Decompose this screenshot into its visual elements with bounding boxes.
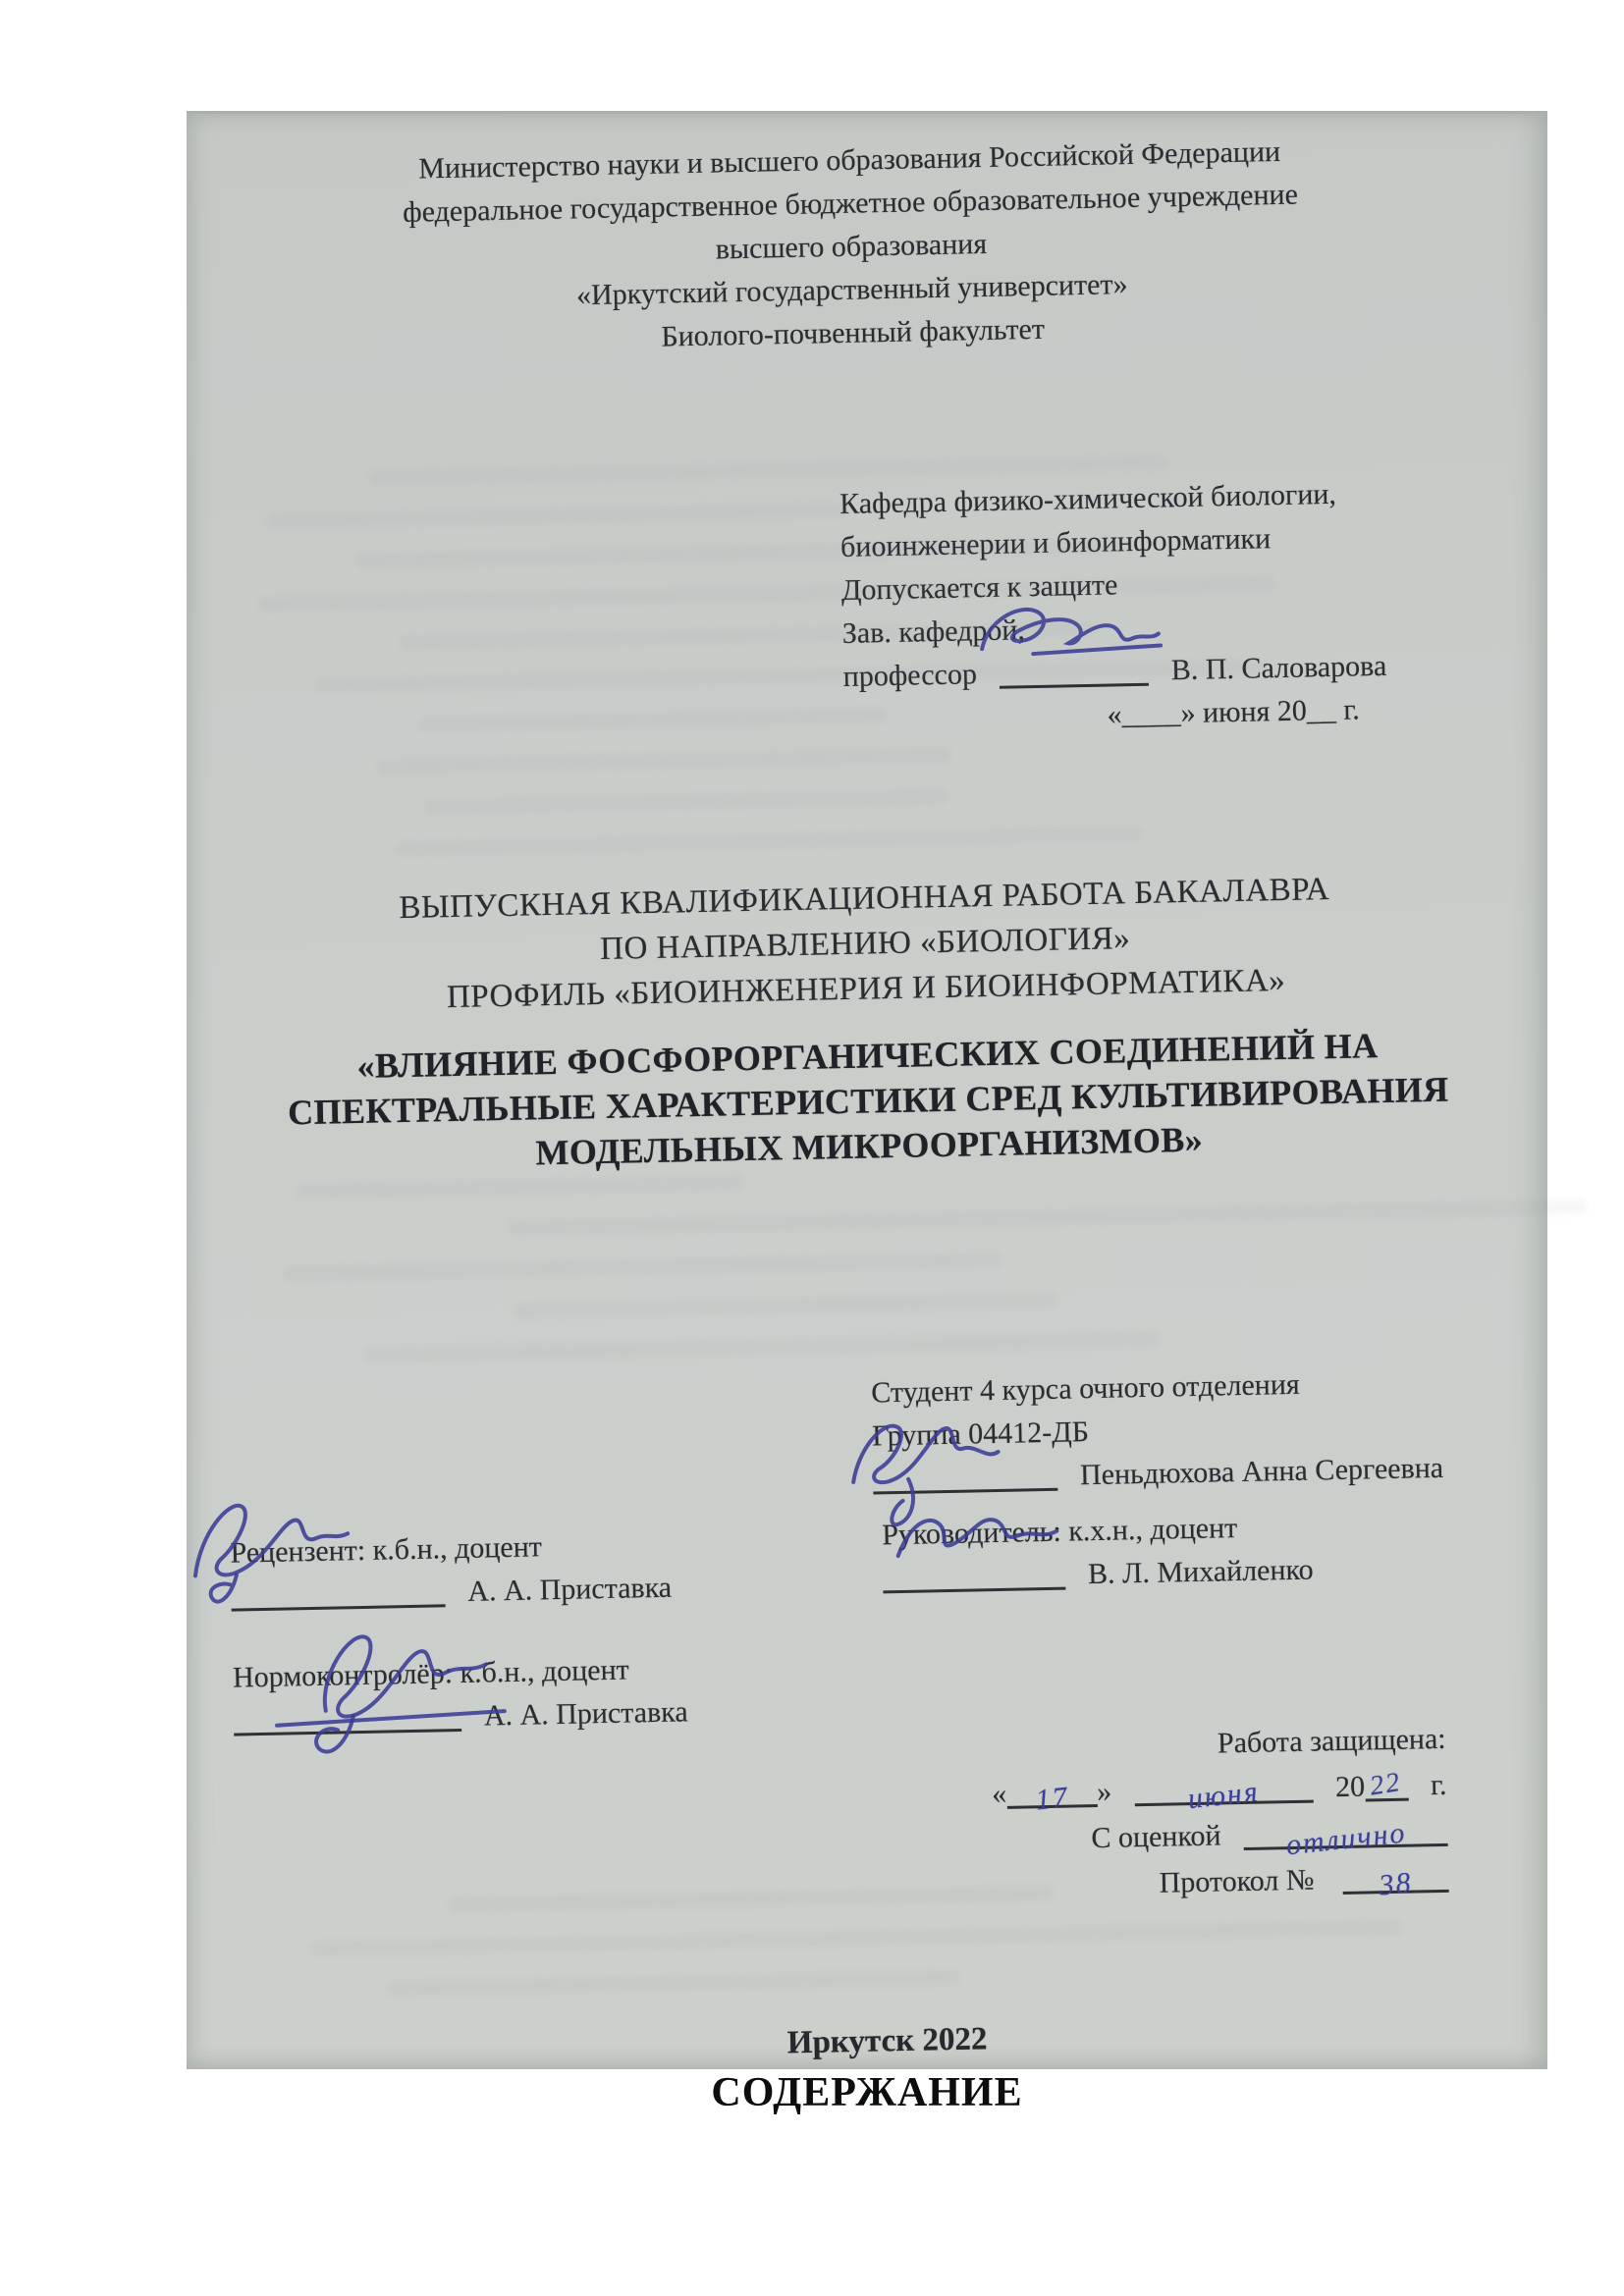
- header-line-education: высшего образования: [715, 227, 988, 266]
- student-signature-blank: [873, 1459, 1058, 1495]
- defense-heading: Работа защищена:: [1217, 1722, 1446, 1760]
- supervisor-title: Руководитель: к.х.н., доцент: [881, 1512, 1238, 1552]
- scan-bleedthrough-artifact: [377, 748, 951, 774]
- head-of-department-line: Зав. кафедрой,: [841, 614, 1026, 650]
- reviewer-title: Рецензент: к.б.н., доцент: [230, 1530, 543, 1570]
- approval-line: Допускается к защите: [840, 568, 1118, 607]
- defense-day-blank: [1006, 1775, 1098, 1817]
- student-name: Пеньдюхова Анна Сергеевна: [1079, 1451, 1444, 1492]
- header-line-university-name: «Иркутский государственный университет»: [575, 268, 1128, 312]
- reviewer-signature-line: [231, 1567, 673, 1619]
- professor-label: профессор: [842, 658, 978, 693]
- student-block: [871, 1361, 1444, 1502]
- scan-bleedthrough-artifact: [283, 1253, 1001, 1282]
- thesis-title-line-1: «ВЛИЯНИЕ ФОСФОРОРГАНИЧЕСКИХ СОЕДИНЕНИЙ НА: [356, 1026, 1379, 1086]
- defense-year-handwritten: 22: [1367, 1766, 1404, 1802]
- grade-blank: [1243, 1814, 1448, 1862]
- department-line-2: биоинженерии и биоинформатики: [839, 522, 1272, 563]
- scan-bleedthrough-artifact: [514, 1293, 1056, 1318]
- city-year: Иркутск 2022: [786, 2021, 988, 2061]
- defense-year-suffix: г.: [1430, 1768, 1447, 1802]
- header-line-institution: федеральное государственное бюджетное образовательное учреждение: [402, 178, 1299, 229]
- grade-handwritten: отлично: [1283, 1816, 1408, 1862]
- header-line-faculty: Биолого-почвенный факультет: [661, 312, 1046, 353]
- supervisor-signature-line: [883, 1549, 1314, 1601]
- work-type-line-2: ПО НАПРАВЛЕНИЮ «БИОЛОГИЯ»: [599, 921, 1131, 967]
- defense-month-handwritten: июня: [1186, 1775, 1262, 1816]
- department-approval-block: [839, 472, 1388, 742]
- supervisor-block: [882, 1506, 1314, 1601]
- work-type-line-1: ВЫПУСКНАЯ КВАЛИФИКАЦИОННАЯ РАБОТА БАКАЛАВРА: [399, 872, 1330, 927]
- protocol-blank: [1342, 1860, 1449, 1902]
- normcontrol-block: [233, 1647, 688, 1742]
- defense-day-handwritten: 17: [1033, 1781, 1070, 1817]
- department-line-1: Кафедра физико-химической биологии,: [839, 477, 1337, 520]
- scan-bleedthrough-artifact: [367, 1332, 1158, 1362]
- normcontrol-title: Нормоконтролёр: к.б.н., доцент: [232, 1653, 630, 1694]
- student-course-line: Студент 4 курса очного отделения: [871, 1367, 1300, 1410]
- defense-record-block: [991, 1716, 1449, 1909]
- reviewer-name: А. А. Приставка: [467, 1571, 673, 1608]
- defense-year-prefix: 20: [1334, 1770, 1366, 1804]
- scan-bleedthrough-artifact: [420, 708, 886, 732]
- scan-bleedthrough-artifact: [310, 1920, 1400, 1956]
- defense-month-blank: [1134, 1771, 1314, 1816]
- normcontrol-name: А. А. Приставка: [483, 1695, 688, 1733]
- student-group-line: Группа 04412-ДБ: [871, 1415, 1090, 1453]
- work-type-line-3: ПРОФИЛЬ «БИОИНЖЕНЕРИЯ И БИОИНФОРМАТИКА»: [446, 962, 1286, 1016]
- thesis-title-line-2: СПЕКТРАЛЬНЫЕ ХАРАКТЕРИСТИКИ СРЕД КУЛЬТИВИРОВАНИЯ: [287, 1069, 1449, 1133]
- scan-bleedthrough-artifact: [508, 1200, 1587, 1236]
- normcontrol-signature-blank: [234, 1699, 462, 1736]
- supervisor-signature-blank: [883, 1558, 1066, 1594]
- normcontrol-signature-line: [234, 1690, 689, 1742]
- defense-year-blank: [1365, 1766, 1409, 1802]
- protocol-handwritten: 38: [1377, 1866, 1415, 1902]
- scan-bleedthrough-artifact: [425, 789, 947, 815]
- protocol-label: Протокол №: [1159, 1863, 1315, 1899]
- scan-bleedthrough-artifact: [448, 1886, 1054, 1912]
- reviewer-block: [230, 1523, 672, 1619]
- defense-lquote: «: [991, 1777, 1007, 1811]
- scan-bleedthrough-artifact: [267, 503, 847, 529]
- scan-bleedthrough-artifact: [396, 827, 1143, 856]
- thesis-title-line-3: МОДЕЛЬНЫХ МИКРООРГАНИЗМОВ»: [535, 1119, 1204, 1173]
- defense-protocol-line: [994, 1854, 1449, 1909]
- university-header: [169, 126, 1534, 369]
- work-type-block: [184, 863, 1546, 1026]
- grade-label: С оценкой: [1091, 1819, 1221, 1855]
- defense-rquote: »: [1096, 1775, 1112, 1808]
- professor-name: В. П. Саловарова: [1170, 649, 1387, 687]
- reviewer-signature-blank: [231, 1575, 446, 1611]
- next-page-heading-contents: СОДЕРЖАНИЕ: [711, 2070, 1023, 2115]
- thesis-title: [187, 1020, 1549, 1183]
- supervisor-name: В. Л. Михайленко: [1087, 1553, 1314, 1591]
- scan-bleedthrough-artifact: [387, 1970, 959, 1997]
- approval-date-blank: «____» июня 20__ г.: [1107, 693, 1361, 731]
- header-line-ministry: Министерство науки и высшего образования Российской Федерации: [417, 134, 1281, 186]
